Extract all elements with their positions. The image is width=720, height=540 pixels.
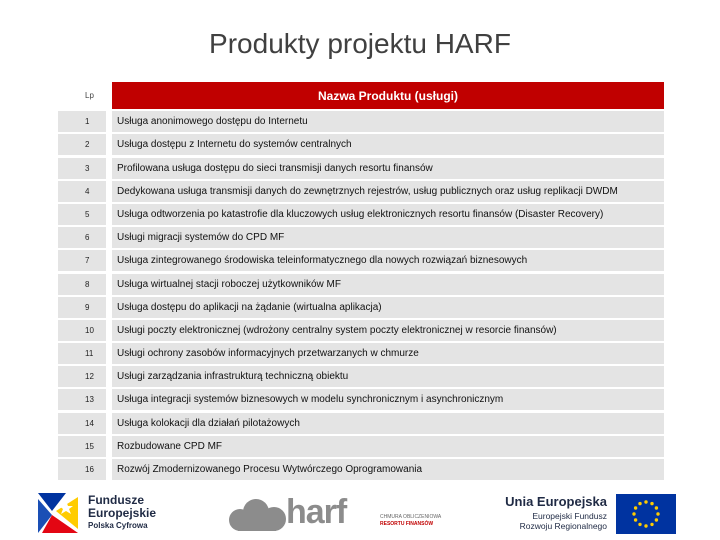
table-row <box>58 250 664 271</box>
harf-logo-caption2: RESORTU FINANSÓW <box>380 521 434 527</box>
row-name: Usługa wirtualnej stacji roboczej użytkowników MF <box>112 274 664 295</box>
table-row <box>58 297 664 318</box>
table-row <box>58 343 664 364</box>
row-name: Rozbudowane CPD MF <box>112 436 664 457</box>
harf-logo-caption1: CHMURA OBLICZENIOWA <box>380 514 442 520</box>
row-name: Usługi poczty elektronicznej (wdrożony centralny system poczty elektronicznej w resorcie finansów) <box>112 320 664 341</box>
row-name: Usługa odtworzenia po katastrofie dla kluczowych usług elektronicznych resortu finansów (Disaster Recovery) <box>112 204 664 225</box>
row-num: 10 <box>58 320 106 341</box>
table-row <box>58 459 664 480</box>
row-name: Usługi migracji systemów do CPD MF <box>112 227 664 248</box>
row-num: 15 <box>58 436 106 457</box>
row-num: 2 <box>58 134 106 155</box>
row-num: 8 <box>58 274 106 295</box>
row-name: Rozwój Zmodernizowanego Procesu Wytwórczego Oprogramowania <box>112 459 664 480</box>
table-row <box>58 227 664 248</box>
row-name: Dedykowana usługa transmisji danych do zewnętrznych rejestrów, usług publicznych oraz usług replikacji DWDM <box>112 181 664 202</box>
row-num: 16 <box>58 459 106 480</box>
harf-logo-text: harf <box>286 493 347 531</box>
row-num: 12 <box>58 366 106 387</box>
row-num: 11 <box>58 343 106 364</box>
fe-emblem-icon <box>38 493 78 533</box>
table-row <box>58 134 664 155</box>
row-name: Usługi zarządzania infrastrukturą techniczną obiektu <box>112 366 664 387</box>
fe-logo-line1: Fundusze <box>88 493 144 507</box>
eu-flag-icon <box>616 494 676 534</box>
fe-logo <box>38 490 188 536</box>
row-num: 3 <box>58 158 106 179</box>
row-num: 14 <box>58 413 106 434</box>
eu-logo-line2: Europejski Fundusz <box>532 511 607 521</box>
table-row <box>58 181 664 202</box>
row-num: 7 <box>58 250 106 271</box>
row-name: Usługi ochrony zasobów informacyjnych przetwarzanych w chmurze <box>112 343 664 364</box>
row-name: Usługa anonimowego dostępu do Internetu <box>112 111 664 132</box>
table-header <box>58 82 664 109</box>
row-name: Usługa integracji systemów biznesowych w modelu synchronicznym i asynchronicznym <box>112 389 664 410</box>
header-name: Nazwa Produktu (usługi) <box>112 82 664 109</box>
harf-logo <box>226 492 466 536</box>
footer-logos <box>0 488 720 540</box>
row-name: Profilowana usługa dostępu do sieci transmisji danych resortu finansów <box>112 158 664 179</box>
eu-logo <box>492 492 682 536</box>
header-num: Lp <box>58 82 106 109</box>
row-name: Usługa kolokacji dla działań pilotażowych <box>112 413 664 434</box>
eu-logo-line3: Rozwoju Regionalnego <box>519 521 607 531</box>
table-row <box>58 204 664 225</box>
table-row <box>58 274 664 295</box>
row-name: Usługa dostępu do aplikacji na żądanie (wirtualna aplikacja) <box>112 297 664 318</box>
row-num: 13 <box>58 389 106 410</box>
table-row <box>58 320 664 341</box>
cloud-icon <box>226 498 288 532</box>
row-num: 1 <box>58 111 106 132</box>
table-row <box>58 389 664 410</box>
row-num: 4 <box>58 181 106 202</box>
fe-logo-line3: Polska Cyfrowa <box>88 521 148 530</box>
fe-logo-line2: Europejskie <box>88 506 157 520</box>
table-row <box>58 413 664 434</box>
row-num: 9 <box>58 297 106 318</box>
table-row <box>58 436 664 457</box>
table-row <box>58 366 664 387</box>
row-num: 6 <box>58 227 106 248</box>
products-table <box>58 82 664 482</box>
table-row <box>58 111 664 132</box>
row-name: Usługa dostępu z Internetu do systemów centralnych <box>112 134 664 155</box>
table-row <box>58 158 664 179</box>
eu-logo-line1: Unia Europejska <box>505 494 607 509</box>
page-title: Produkty projektu HARF <box>209 28 511 59</box>
row-name: Usługa zintegrowanego środowiska teleinformatycznego dla nowych rozwiązań biznesowych <box>112 250 664 271</box>
row-num: 5 <box>58 204 106 225</box>
